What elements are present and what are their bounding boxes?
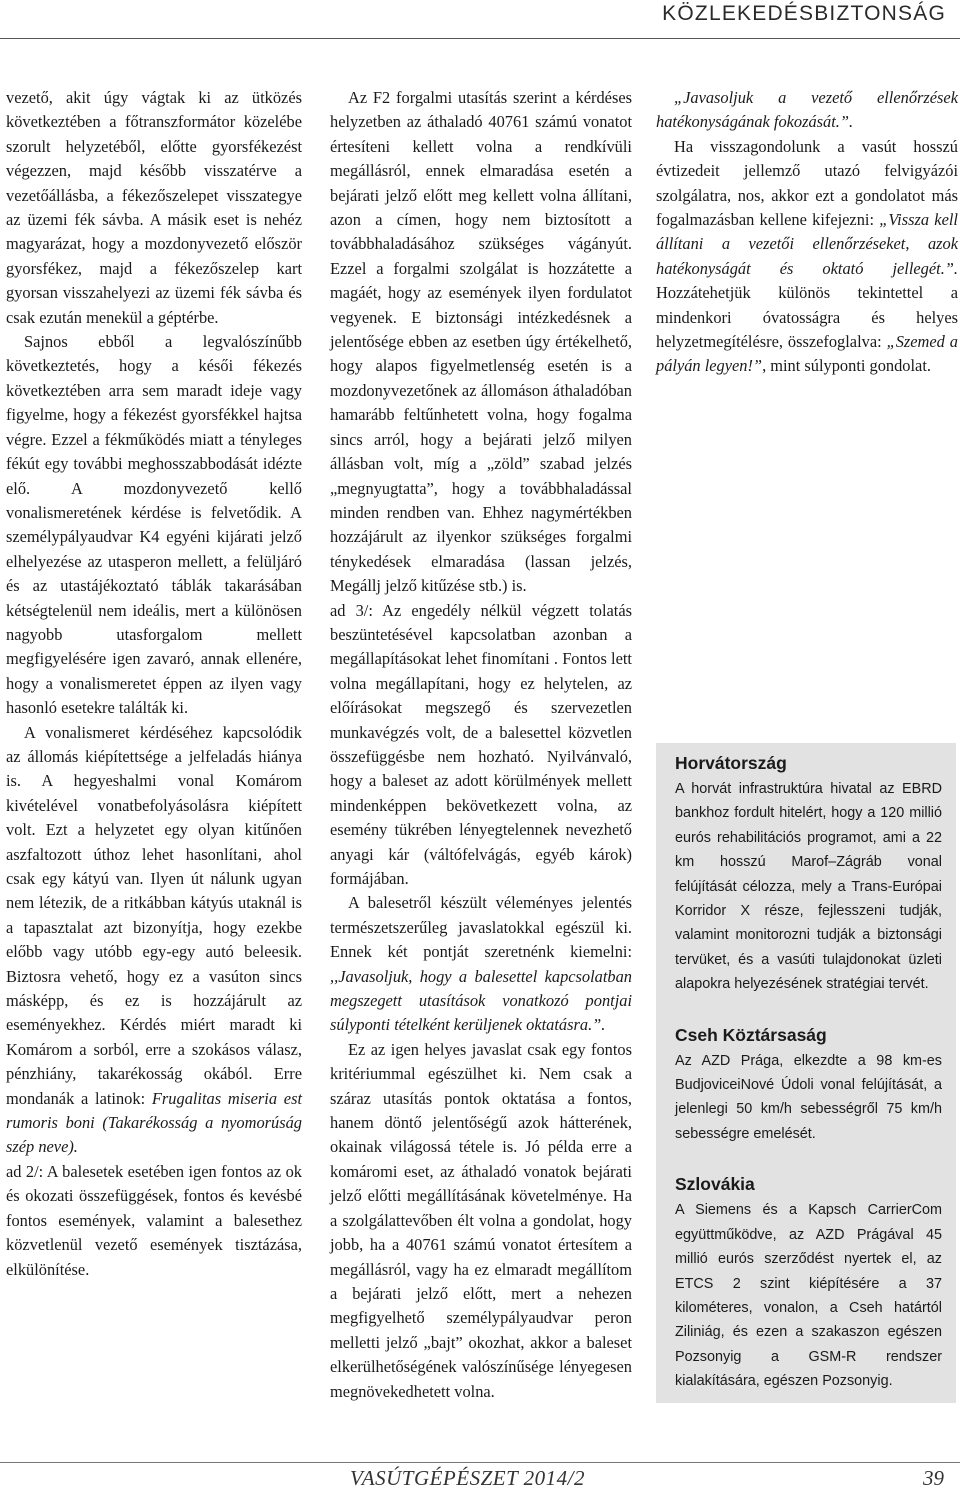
news-heading: Horvátország [675, 753, 787, 773]
footer-publication: VASÚTGÉPÉSZET 2014/2 [350, 1466, 585, 1490]
paragraph: vezető, akit úgy vágtak ki az ütközés következtében a főtranszformátor közelébe szorult helyzetéből, előtte gyorsfékezést végezzen, majd később visszatérve a vezetőállásba, a fékezőszelepet visszategye az üzemi fék sávba. A másik eset is nehéz magyarázat, hogy a mozdonyvezető először gyorsfékez, majd a fékezőszelep kart gyorsan visszahelyezi az üzemi fék sávba és csak ezután menekül a géptérbe. [6, 88, 302, 327]
news-text: Az AZD Prága, elkezdte a 98 km-es BudjoviceiNové Údoli vonal felújítását, a jelenlegi 50 km/h sebességről 75 km/h sebességre emelését. [675, 1052, 942, 1142]
paragraph-text: A balesetről készült véleményes jelentés természetszerűleg javaslatokkal egészül ki. Ennek két pontját szeretnénk kiemelni: [330, 893, 632, 962]
paragraph [656, 86, 958, 135]
news-text: A Siemens és a Kapsch CarrierCom együttműködve, az AZD Prágával 45 millió eurós szerződést nyertek el, az ETCS 2 szint kiépítésére a 37 kilométeres, vonalon, a Cseh határtól Ziliniág, és ezen a szakaszon egészen Pozsonyig a GSM-R rendszer kialakítására, egészen Pozsonyig. [675, 1202, 942, 1390]
paragraph [330, 891, 632, 1037]
footer-rule [0, 1462, 960, 1463]
paragraph [656, 135, 958, 379]
text-column-3 [656, 86, 958, 379]
recommendation-quote: ,,Javasoljuk, hogy a balesettel kapcsolatban megszegett utasítások vonatkozó pontjai súlyponti tételként kerüljenek oktatásra.”. [330, 966, 632, 1035]
news-heading: Szlovákia [675, 1174, 755, 1195]
paragraph: ad 3/: Az engedély nélkül végzett tolatás beszüntetésével kapcsolatban azonban a megállapításokat lehet finomítani . Fontos lett volna megállapítani, hogy ez helytelen, az előírásokat megszegő és szervezetlen munkavégzés volt, de a balesettel közvetlen összefüggésbe nem hozható. Nyilvánvaló, hogy a baleset az adott körülmények mellett mindenképpen bekövetkezett volna, az esemény tükrében lényegtelennek nevezhető anyagi kár (váltófelvágás, egyéb károk) formájában. [330, 600, 632, 888]
paragraph: Sajnos ebből a legvalószínűbb következtetés, hogy a késői fékezés következtében arra sem maradt ideje vagy figyelme, hogy a fékezést gyorsfékkel hajtsa végre. Ezzel a fékműködés miatt a tényleges fékút egy további meghosszabbodását idézte elő. A mozdonyvezető kellő vonalismeretének kérdése is felvetődik. A személypályaudvar K4 egyéni kijárati jelző elhelyezése az utasperon mellett, a felüljáró és az utastájékoztató táblák takarásában kétségtelenül nem ideális, mert a különösen nagyobb utasforgalom mellett megfigyelésére igen zavaró, annak ellenére, hogy a vonalismeretet éppen az ilyen vagy hasonló esetekre találták ki. [6, 332, 302, 718]
latin-quote: Frugalitas miseria est rumoris boni (Takarékosság a nyomorúság szép neve). [6, 1088, 302, 1157]
page-number: 39 [923, 1466, 944, 1490]
paragraph-text: Hozzátehetjük különös tekintettel a mindenkori óvatosságra és helyes helyzetmegítélésre, összefoglalva: [656, 283, 958, 352]
news-sidebar [656, 743, 956, 1403]
text-column-2 [330, 86, 632, 1404]
paragraph-text: Ha visszagondolunk a vasút hosszú évtizedeit jellemző utazó felvigyázói szolgálatra, nos, akkor ezt a gondolatot más fogalmazásban kellene kifejezni: [656, 136, 958, 230]
inline-quote: „Vissza kell állítani a vezetői ellenőrzéseket, azok hatékonyságát és oktató jellegét.”. [656, 210, 958, 278]
news-text: A horvát infrastruktúra hivatal az EBRD bankhoz fordult hitelért, hogy a 120 millió eurós rehabilitációs programot, ami a 22 km hosszú Marof–Zágráb vonal felújítását célozza, mely a Trans-Európai Korridor X része, fejlesszeni tudják, valamint monitorozni tudják a biztonsági tervüket, és a vasúti tulajdonokat üzleti alapokra helyezésének stratégiai tervét. [675, 781, 942, 993]
paragraph [6, 721, 302, 1160]
news-heading: Cseh Köztársaság [675, 1024, 827, 1045]
paragraph: Ez az igen helyes javaslat csak egy fontos kritériummal egészülhet ki. Nem csak a száraz utasítás pontok oktatása a fontos, hanem döntő jelentőségű azok hátterének, okainak világossá tétele is. Jó példa erre a komáromi eset, az áthaladó vonatok bejárati jelző előtti megállításának követelménye. Ha a szolgálattevőben élt volna a gondolat, hogy jobb, ha a 40761 számú vonatot értesítem a megállásról, vagy ha ez elmaradt megállítom a bejárati jelző előtt, mert a nehezen megfigyelhető személypályaudvar peron melletti jelző „bajt” okozhat, akkor a baleset elkerülhetőségének valószínűsége lényegesen megnövekedhetett volna. [330, 1039, 632, 1401]
text-column-1 [6, 86, 302, 1282]
paragraph: ad 2/: A balesetek esetében igen fontos az ok és okozati összefüggések, fontos és kevésbé fontos események, valamint a balesethez közvetlenül vezető események tisztázása, elkülönítése. [6, 1161, 302, 1279]
header-rule [0, 38, 960, 39]
inline-quote: „Szemed a pályán legyen!” [656, 332, 958, 376]
section-title: KÖZLEKEDÉSBIZTONSÁG [662, 2, 946, 25]
paragraph: Az F2 forgalmi utasítás szerint a kérdéses helyzetben az áthaladó 40761 számú vonatot értesíteni kellett volna a rendkívüli megállásról, ennek elmaradása esetén a bejárati jelző előtt meg kellett volna állítani, azon a címen, hogy nem biztosított a továbbhaladásához szükséges vágányút. Ezzel a forgalmi szolgálat is hozzátette a magáét, hogy az események ilyen fordulatot vegyenek. E biztonsági intézkedésnek a jelentősége ebben az esetben úgy értékelhető, hogy alapos figyelmetlenség esetén is a mozdonyvezetőnek az állomáson áthaladóban hamarább feltűnhetett volna, hogy fogalma sincs arról, hogy a bejárati jelző milyen állásban volt, míg a „zöld” szabad jelzés „megnyugtatta”, hogy a továbbhaladással minden rendben van. Ehhez nagymértékben hozzájárult az ilyenkor szükséges forgalmi ténykedések elmaradása (lassan jelzés, Megállj jelző kitűzése stb.) is. [330, 88, 632, 596]
recommendation-quote: „Javasoljuk a vezető ellenőrzések hatékonyságának fokozását.”. [656, 88, 958, 132]
paragraph-text: A vonalismeret kérdéséhez kapcsolódik az állomás kiépítettsége a jelfeladás hiánya is. A hegyeshalmi vonal Komárom kivételével vonatbefolyásolásra kiépített volt. Ezt a helyzetet egy olyan kitűnően aszfaltozott úthoz lehet hasonlítani, ahol csak egy kátyú van. Ilyen út nálunk ugyan nem létezik, de a ritkábban kátyús utaknál is a tapasztalat azt bizonyítja, hogy ezekbe előbb vagy utóbb egy-egy autó beleesik. Biztosra vehető, hogy ez a vasúton sincs másképp, és ez is hozzájárult az eseményekhez. Kérdés miért maradt ki Komárom a sorból, erre a szokásos válasz, pénzhiány, takarékosság okából. Erre mondanák a latinok: [6, 722, 302, 1108]
paragraph-text: , mint súlyponti gondolat. [762, 356, 931, 376]
